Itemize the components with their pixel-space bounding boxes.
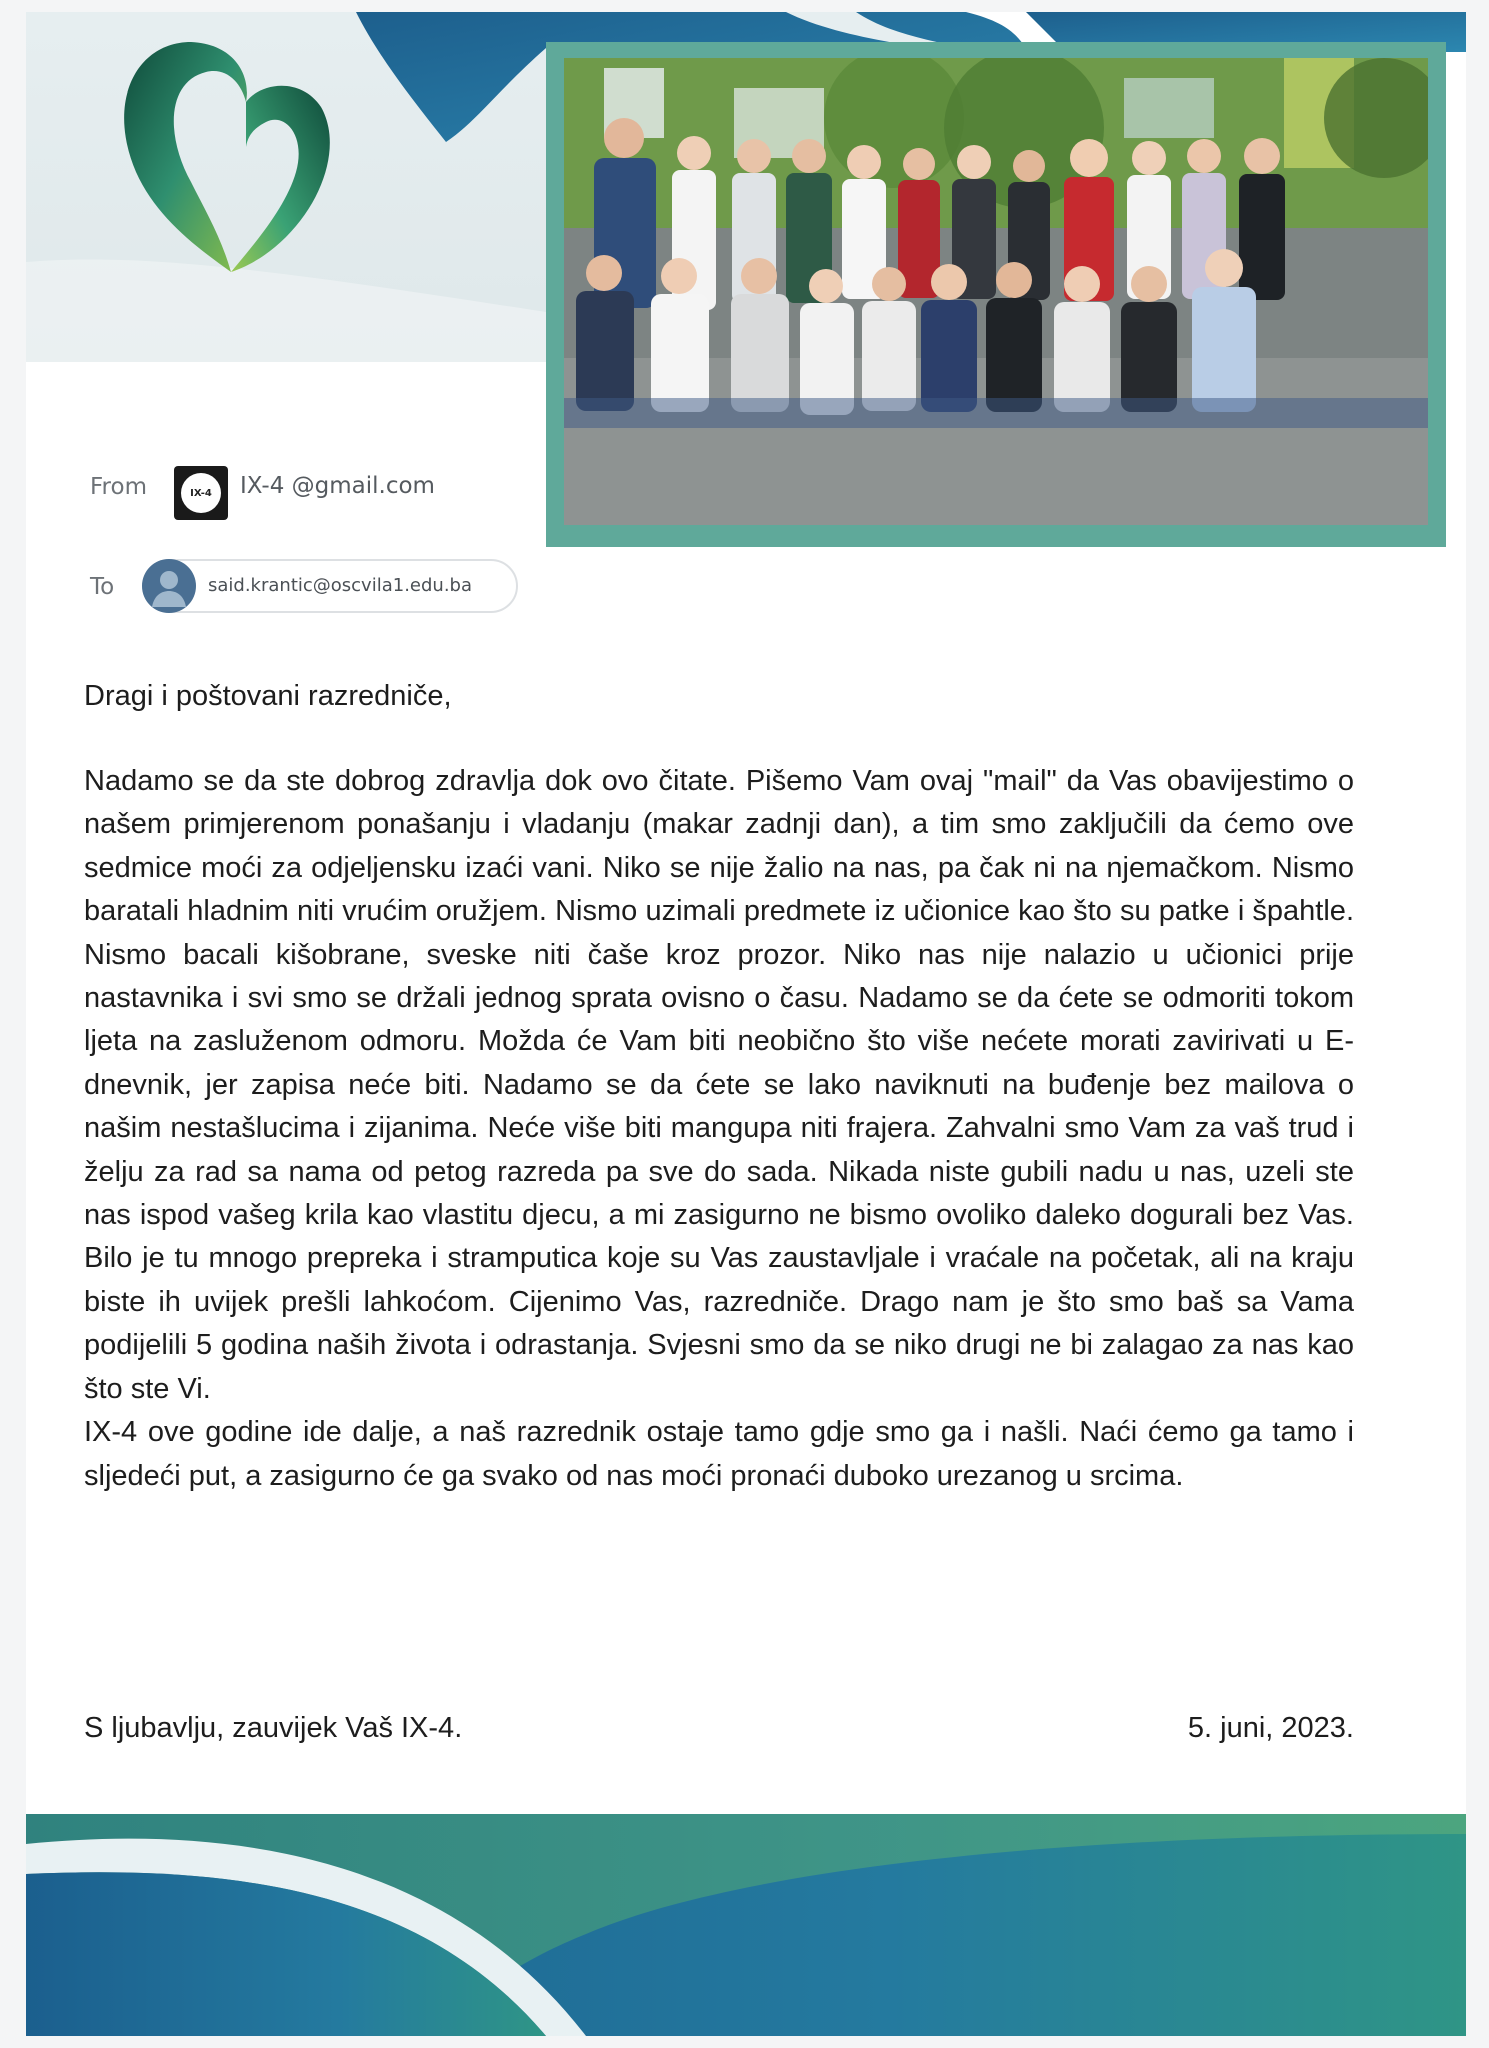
from-label: From bbox=[90, 474, 147, 500]
sender-badge-label: IX-4 bbox=[181, 473, 221, 513]
letter-page bbox=[26, 12, 1466, 2036]
to-label: To bbox=[90, 574, 115, 600]
letter-greeting: Dragi i poštovani razredniče, bbox=[84, 680, 452, 712]
recipient-email: said.krantic@oscvila1.edu.ba bbox=[208, 575, 473, 596]
sender-avatar bbox=[174, 466, 228, 520]
photo-frame bbox=[546, 42, 1446, 547]
class-group-photo-icon bbox=[564, 58, 1428, 525]
footer-decoration bbox=[26, 1814, 1466, 2036]
heart-ribbon-logo-icon bbox=[96, 22, 366, 292]
letter-closing: S ljubavlju, zauvijek Vaš IX-4. bbox=[84, 1712, 463, 1744]
letter-body: Nadamo se da ste dobrog zdravlja dok ovo čitate. Pišemo Vam ovaj "mail" da Vas obavijestimo o našem primjerenom ponašanju i vladanju (makar zadnji dan), a tim smo zaključili da ćemo ove sedmice moći za odjeljensku izaći vani. Niko se nije žalio na nas, pa čak ni na njemačkom. Nismo baratali hladnim niti vrućim oružjem. Nismo uzimali predmete iz učionice kao što su patke i špahtle. Nismo bacali kišobrane, sveske niti čaše kroz prozor. Niko nas nije nalazio u učionici prije nastavnika i svi smo se držali jednog sprata ovisno o času. Nadamo se da ćete se odmoriti tokom ljeta na zasluženom odmoru. Možda će Vam biti neobično što više nećete morati zavirivati u E-dnevnik, jer zapisa neće biti. Nadamo se da ćete se lako naviknuti na buđenje bez mailova o našim nestašlucima i zijanima. Neće više biti mangupa niti frajera. Zahvalni smo Vam za vaš trud i želju za rad sa nama od petog razreda pa sve do sada. Nikada niste gubili nadu u nas, uzeli ste nas ispod vašeg krila kao vlastitu djecu, a mi zasigurno ne bismo ovoliko daleko dogurali bez Vas. Bilo je tu mnogo prepreka i stramputica koje su Vas zaustavljale i vraćale na početak, ali na kraju biste ih uvijek prešli lahkoćom. Cijenimo Vas, razredniče. Drago nam je što smo baš sa Vama podijelili 5 godina naših života i odrastanja. Svjesni smo da se niko drugi ne bi zalagao za nas kao što ste Vi. IX-4 ove godine ide dalje, a naš razrednik ostaje tamo gdje smo ga i našli. Naći ćemo ga tamo i sljedeći put, a zasigurno će ga svako od nas moći pronaći duboko urezanog u srcima. bbox=[84, 765, 1354, 1492]
sender-email: IX-4 @gmail.com bbox=[240, 473, 435, 499]
user-avatar-icon bbox=[142, 559, 196, 613]
letter-date: 5. juni, 2023. bbox=[1187, 1712, 1354, 1744]
